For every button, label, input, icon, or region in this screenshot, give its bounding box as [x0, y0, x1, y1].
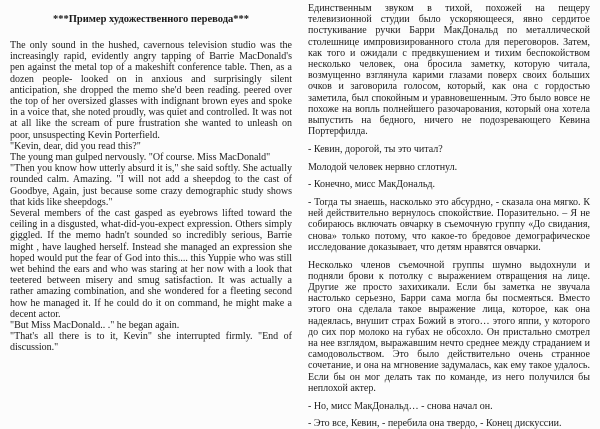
source-text-column — [10, 3, 292, 400]
translation-paragraph: - Тогда ты знаешь, насколько это абсурдно, - сказала она мягко. К ней действительно вернулось спокойствие. Поразительно. – Я не собираюсь включать овчарку в съемочную группу «До свидания, снова» только потому, что какое-то бредовое демографическое исследование доказывает, что детям нравятся овчарки. — [308, 197, 590, 253]
source-dialogue-line: "Then you know how utterly absurd it is," she said softly. She actually rounded calm. Amazing. "I will not add a sheepdog to the cast of Goodbye, Again, just because some crazy demographic study shows that kids like sheepdogs." — [10, 163, 292, 208]
translation-dialogue-line: - Кевин, дорогой, ты это читал? — [308, 143, 443, 155]
translation-paragraph: Несколько членов съемочной группы шумно выдохнули и подняли брови к потолку с выражением отвращения на лице. Другие же просто захихикали. Если бы заметка не звучала настолько серьезно, Барри сама могла бы посмеяться. Вместо этого она сделала такое выражение лица, которое, как она надеялась, внушит страх Божий в этого… этого яппи, у которого до сих пор молоко на губах не обсохло. Он пристально смотрел на нее взглядом, выражавшим нечто среднее между страданием и самодовольством. Это было действительно очень странное сочетание, и она на мгновение задумалась, как ему такое удалось. Если бы он мог делать так по команде, из него получился бы неплохой актер. — [308, 259, 590, 394]
translation-dialogue-line: - Это все, Кевин, - перебила она твердо, - Конец дискуссии. — [308, 418, 562, 429]
translation-dialogue-line: - Конечно, мисс МакДональд. — [308, 179, 436, 191]
translation-dialogue-line: - Но, мисс МакДональд… - снова начал он. — [308, 400, 493, 412]
source-dialogue-line: "That's all there is to it, Kevin" she interrupted firmly. "End of discussion." — [10, 331, 292, 354]
translation-text-column — [308, 3, 590, 429]
translation-paragraph: Молодой человек нервно сглотнул. — [308, 161, 458, 173]
source-paragraph: The only sound in the hushed, cavernous television studio was the increasingly rapid, evidently angry tapping of Barrie MacDonald's pen against the metal top of a makeshift conference table. Then, as a dozen people- looked on in anxious and surprisingly silent anticipation, she dropped the memo she'd been reading. peered over the top of her oversized glasses with indignant brown eyes and spoke in a voice that, she noted proudly, was quiet and controlled. It was not at all like the scream of pure frustration she wanted to unleash on poor, unsuspecting Kevin Porterfield. — [10, 40, 292, 141]
document-title: ***Пример художественного перевода*** — [52, 14, 250, 25]
source-dialogue-line: The young man gulped nervously. "Of course. Miss MacDonald" — [10, 152, 271, 164]
source-dialogue-line: "Kevin, dear, did you read this?" — [10, 140, 141, 152]
source-paragraph: Several members of the cast gasped as eyebrows lifted toward the ceiling in a disgusted, what-did-you-expect expression. Others simply giggled. If the memo hadn't sounded so incredibly serious, Barrie might , have laughed herself. Instead she managed an expression she hoped would put the fear of God into this.... this Yuppie who was still wet behind the ears and who was staring at her now with a look that teetered between misery and smug satisfaction. It was actually a rather amazing combination, and she wondered for a fleeting second how he managed it. If he could do it on command, he might make a decent actor. — [10, 208, 292, 320]
translation-paragraph: Единственным звуком в тихой, похожей на пещеру телевизионной студии было ускоряющееся, явно сердитое постукивание ручки Барри МакДональд по металлической столешнице импровизированного стола для переговоров. Затем, как того и ожидали с предвкушением и тихим беспокойством несколько человек, она бросила заметку, которую читала, возмущенно взглянула карими глазами поверх своих больших очков и заговорила голосом, который, как она с гордостью заметила, был спокойным и уравновешенным. Это было вовсе не похоже на вопль полнейшего разочарования, который она хотела выпустить на бедного, ничего не подозревающего Кевина Портерфилда. — [308, 3, 590, 138]
source-dialogue-line: "But Miss MacDonald.. ." he began again. — [10, 320, 180, 332]
